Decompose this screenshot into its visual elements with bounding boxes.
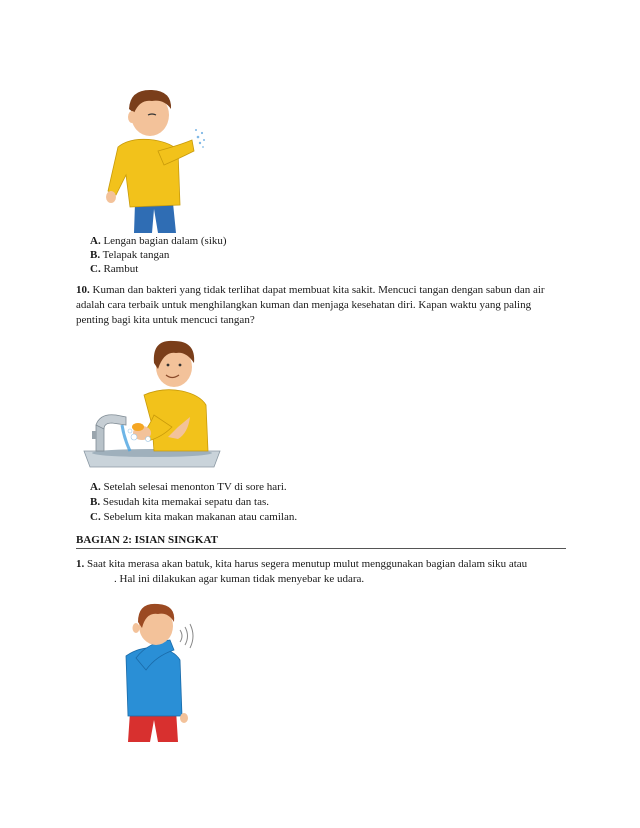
option-letter: A. — [90, 481, 101, 493]
option-letter: C. — [90, 511, 101, 523]
option-letter: C. — [90, 263, 101, 275]
option-text: Lengan bagian dalam (siku) — [103, 235, 227, 247]
option-text: Sebelum kita makan makanan atau camilan. — [103, 511, 298, 523]
q9-option-c[interactable] — [90, 262, 138, 276]
section-2-question-1 — [76, 557, 576, 587]
option-text: Setelah selesai menonton TV di sore hari. — [103, 481, 287, 493]
q10-option-a[interactable] — [90, 480, 287, 494]
question-text-line-2: . Hal ini dilakukan agar kuman tidak menyebar ke udara. — [114, 573, 365, 585]
option-text: Telapak tangan — [102, 249, 170, 261]
option-text: Rambut — [103, 263, 139, 275]
q10-option-c[interactable] — [90, 510, 297, 524]
boy-coughing-into-elbow-illustration — [100, 85, 210, 235]
question-number: 1. — [76, 558, 85, 570]
option-letter: A. — [90, 235, 101, 247]
option-text: Sesudah kita memakai sepatu dan tas. — [102, 496, 270, 508]
q9-option-b[interactable] — [90, 248, 169, 262]
question-text: Kuman dan bakteri yang tidak terlihat dapat membuat kita sakit. Mencuci tangan dengan sabun dan air adalah cara terbaik untuk menghilangkan kuman dan menjaga kesehatan diri. Kapan waktu yang paling penting bagi kita untuk mencuci tangan? — [76, 284, 545, 326]
boy-washing-hands-illustration — [82, 333, 222, 473]
option-letter: B. — [90, 496, 101, 508]
boy-covering-cough-illustration — [118, 600, 198, 742]
question-10 — [76, 283, 556, 328]
q9-option-a[interactable] — [90, 234, 227, 248]
option-letter: B. — [90, 249, 101, 261]
section-2-title: BAGIAN 2: ISIAN SINGKAT — [76, 533, 566, 549]
q10-option-b[interactable] — [90, 495, 269, 509]
question-text-line-1: Saat kita merasa akan batuk, kita harus segera menutup mulut menggunakan bagian dalam siku atau — [87, 558, 528, 570]
question-number: 10. — [76, 284, 90, 296]
